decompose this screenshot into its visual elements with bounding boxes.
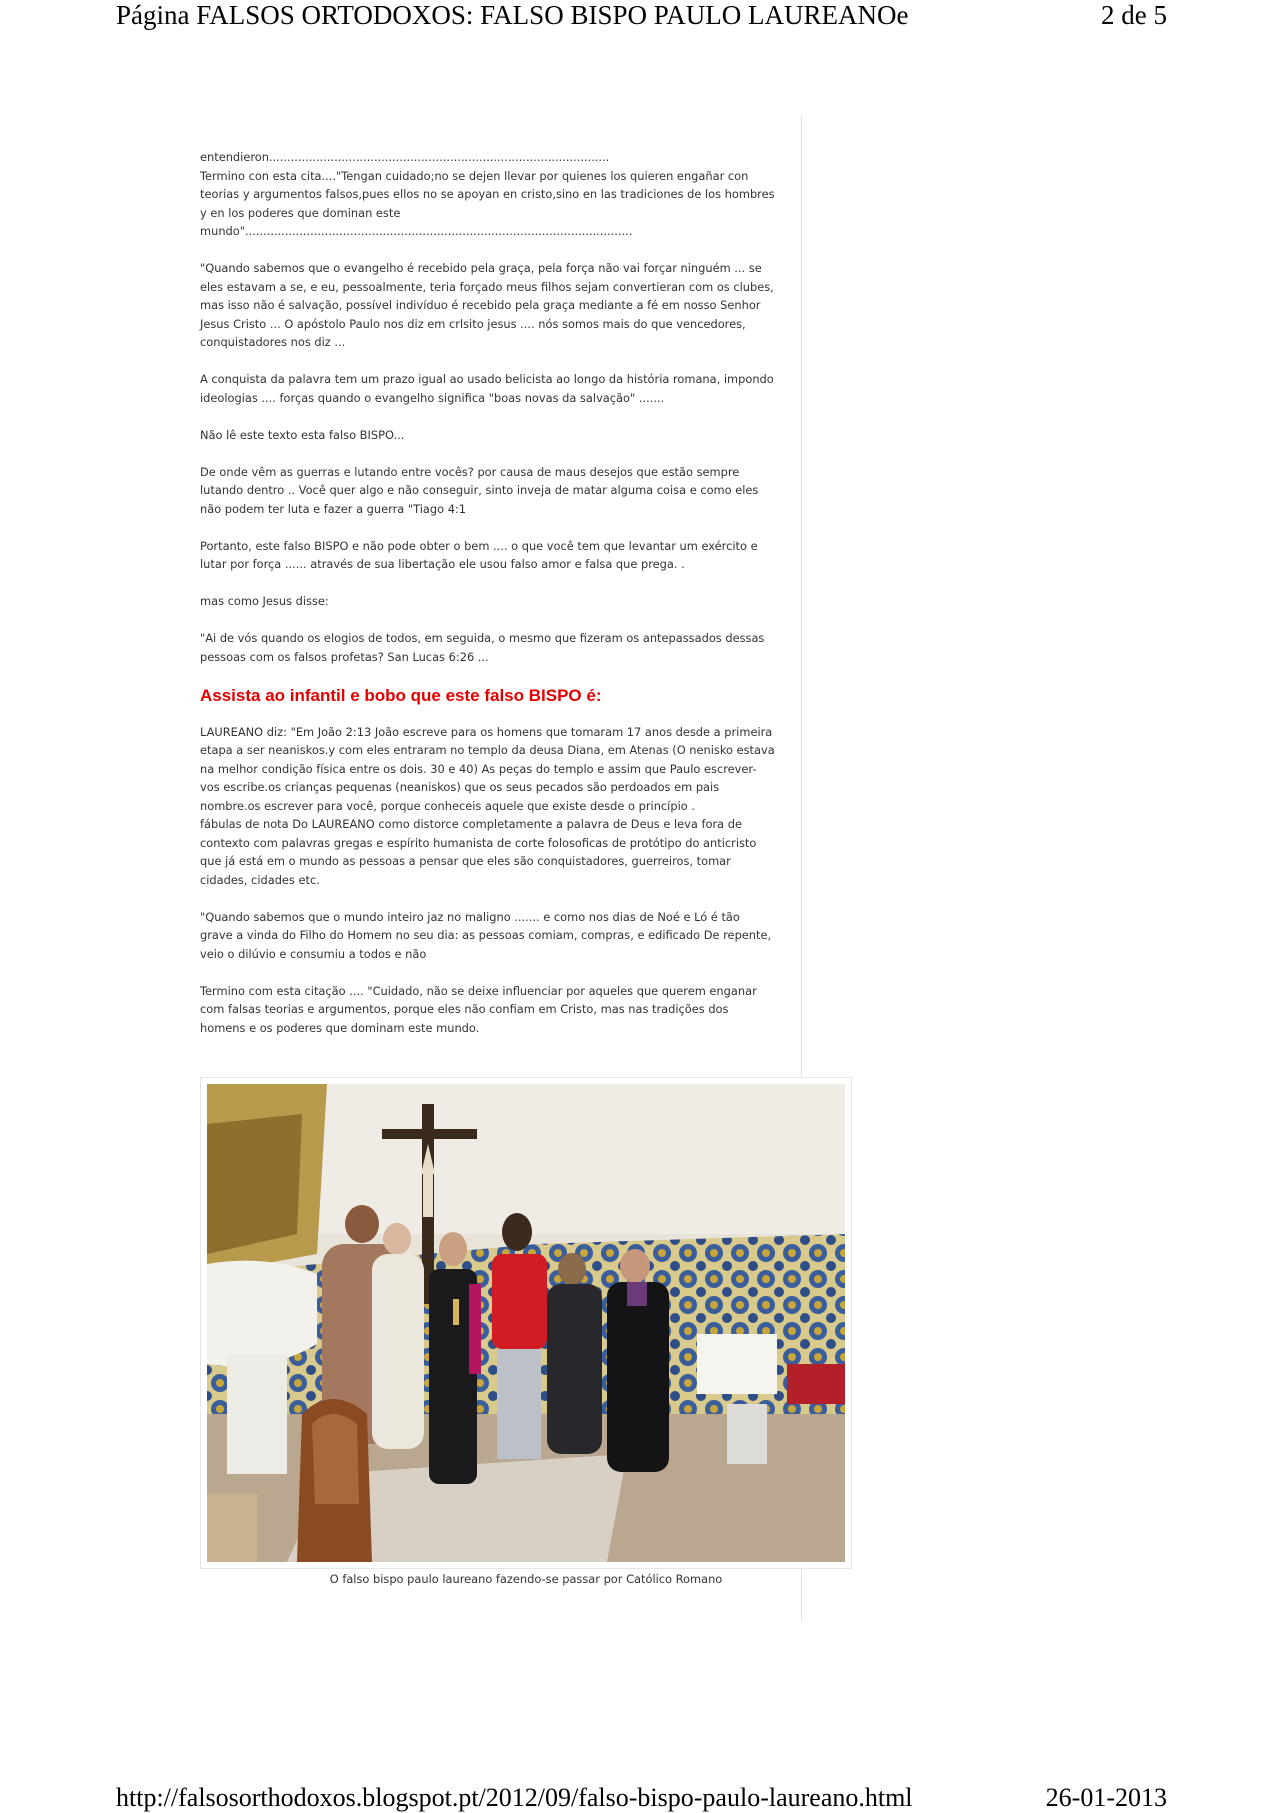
post-paragraph: entendieron.............................................................................................. [200,150,610,164]
post-section-heading: Assista ao infantil e bobo que este falso BISPO é: [200,685,602,705]
post-paragraph: A conquista da palavra tem um prazo igual ao usado belicista ao longo da história romana, impondo ideologias .... forças quando o evangelho significa "boas novas da salvação" ....... [200,372,774,405]
post-paragraph: "Quando sabemos que o mundo inteiro jaz no maligno ....... e como nos dias de Noé e Ló é tão grave a vinda do Filho do Homem no seu dia: as pessoas comiam, compras, e edificado De repente, veio o dilúvio e consumiu a todos e não [200,909,772,961]
print-page-number: 2 de 5 [1101,0,1167,30]
post-paragraph: "Ai de vós quando os elogios de todos, em seguida, o mesmo que fizeram os antepassados dessas pessoas com os falsos profetas? San Lucas 6:26 ... [200,631,765,664]
print-header [116,0,1167,32]
print-footer [116,1783,1167,1813]
post-body [200,148,775,1056]
post-paragraph: "Quando sabemos que o evangelho é recebido pela graça, pela força não vai forçar ninguém ... se eles estavam a se, e eu, pessoalmente, teria forçado meus filhos sejam convertieran com os clubes, mas isso não é salvação, possível indivíduo é recebido pela graça mediante a fé em nosso Senhor Jesus Cristo ... O apóstolo Paulo nos diz em crlsito jesus .... nós somos mais do que vencedores, conquistadores nos diz ... [200,261,774,349]
post-paragraph: LAUREANO diz: "Em João 2:13 João escreve para os homens que tomaram 17 anos desde a primeira etapa a ser neaniskos.y com eles entraram no templo da deusa Diana, em Atenas (O nenisko estava na melhor condição física entre os dois. 30 e 40) As peças do templo e assim que Paulo escrever-vos escribe.os crianças pequenas (neaniskos) que os seus pecados são perdoados em pais nombre.os escrever para você, porque conheceis aquele que existe desde o princípio . [200,724,775,813]
post-paragraph: Portanto, este falso BISPO e não pode obter o bem .... o que você tem que levantar um exército e lutar por força ...... através de sua libertação ele usou falso amor e falsa que prega. . [200,538,758,571]
photo-caption: O falso bispo paulo laureano fazendo-se passar por Católico Romano [329,1572,723,1586]
post-paragraph: De onde vêm as guerras e lutando entre vocês? por causa de maus desejos que estão sempre lutando dentro .. Você quer algo e não conseguir, sinto inveja de matar alguma coisa e como eles não podem ter luta e fazer a guerra "Tiago 4:1 [200,464,759,516]
print-date: 26-01-2013 [1045,1783,1167,1812]
print-page-title: Página FALSOS ORTODOXOS: FALSO BISPO PAULO LAUREANOe [116,0,909,30]
post-paragraph: mundo"........................................................................................................... [200,224,633,238]
post-paragraph: Termino com esta citação .... "Cuidado, não se deixe influenciar por aqueles que querem enganar com falsas teorias e argumentos, porque eles não confiam em Cristo, mas nas tradições dos homens e os poderes que dominam este mundo. [200,983,757,1035]
post-paragraph: Não lê este texto esta falso BISPO... [200,427,405,442]
post-paragraph: fábulas de nota Do LAUREANO como distorce completamente a palavra de Deus e leva fora de contexto com palavras gregas e espírito humanista de corte folosoficas de protótipo do anticristo que já está em o mundo as pessoas a pensar que eles são conquistadores, guerreiros, tomar cidades, cidades etc. [200,817,757,887]
post-paragraph: Termino con esta cita...."Tengan cuidado;no se dejen llevar por quienes los quieren engañar con teorias y argumentos falsos,pues ellos no se apoyan en cristo,sino en las tradiciones de los hombres y en los poderes que dominan este [200,168,775,220]
church-group-photo [207,1084,845,1562]
print-url: http://falsosorthodoxos.blogspot.pt/2012/09/falso-bispo-paulo-laureano.html [116,1783,913,1812]
post-paragraph: mas como Jesus disse: [200,594,329,608]
post-photo[interactable] [200,1077,852,1569]
